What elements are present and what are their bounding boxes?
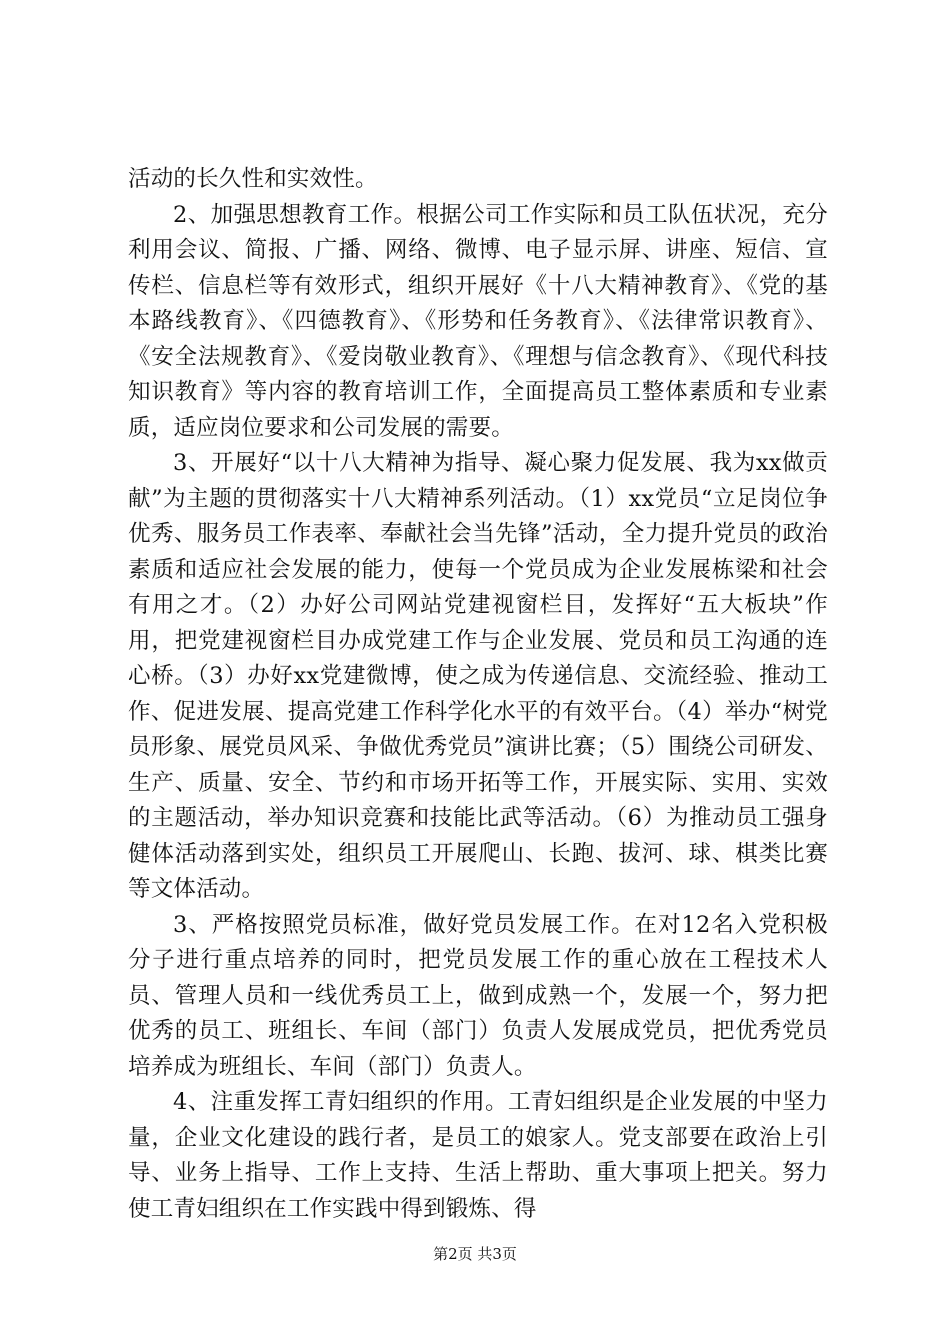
paragraph-item-2-ideological-education: 2、加强思想教育工作。根据公司工作实际和员工队伍状况，充分利用会议、简报、广播、网络、微博、电子显示屏、讲座、短信、宣传栏、信息栏等有效形式，组织开展好《十八大精神教育》、《党的基本路线教育》、《四德教育》、《形势和任务教育》、《法律常识教育》、《安全法规教育》、《爱岗敬业教育》、《理想与信念教育》、《现代科技知识教育》等内容的教育培训工作，全面提高员工整体素质和专业素质，适应岗位要求和公司发展的需要。 [128, 201, 828, 441]
page-number-footer: 第2页 共3页 [433, 1245, 517, 1263]
document-body [128, 162, 828, 1227]
paragraph-continuation: 活动的长久性和实效性。 [128, 166, 378, 192]
paragraph-item-3-activities: 3、开展好“以十八大精神为指导、凝心聚力促发展、我为xx做贡献”为主题的贯彻落实十八大精神系列活动。（1）xx党员“立足岗位争优秀、服务员工作表率、奉献社会当先锋”活动，全力提升党员的政治素质和适应社会发展的能力，使每一个党员成为企业发展栋梁和社会有用之才。（2）办好公司网站党建视窗栏目，发挥好“五大板块”作用，把党建视窗栏目办成党建工作与企业发展、党员和员工沟通的连心桥。（3）办好xx党建微博，使之成为传递信息、交流经验、推动工作、促进发展、提高党建工作科学化水平的有效平台。（4）举办“树党员形象、展党员风采、争做优秀党员”演讲比赛；（5）围绕公司研发、生产、质量、安全、节约和市场开拓等工作，开展实际、实用、实效的主题活动，举办知识竞赛和技能比武等活动。（6）为推动员工强身健体活动落到实处，组织员工开展爬山、长跑、拔河、球、棋类比赛等文体活动。 [128, 450, 828, 902]
paragraph-item-4-organizations: 4、注重发挥工青妇组织的作用。工青妇组织是企业发展的中坚力量，企业文化建设的践行者，是员工的娘家人。党支部要在政治上引导、业务上指导、工作上支持、生活上帮助、重大事项上把关。努力使工青妇组织在工作实践中得到锻炼、得 [128, 1089, 828, 1222]
paragraph-item-3-party-member-development: 3、严格按照党员标准，做好党员发展工作。在对12名入党积极分子进行重点培养的同时，把党员发展工作的重心放在工程技术人员、管理人员和一线优秀员工上，做到成熟一个，发展一个，努力把优秀的员工、班组长、车间（部门）负责人发展成党员，把优秀党员培养成为班组长、车间（部门）负责人。 [128, 911, 828, 1080]
